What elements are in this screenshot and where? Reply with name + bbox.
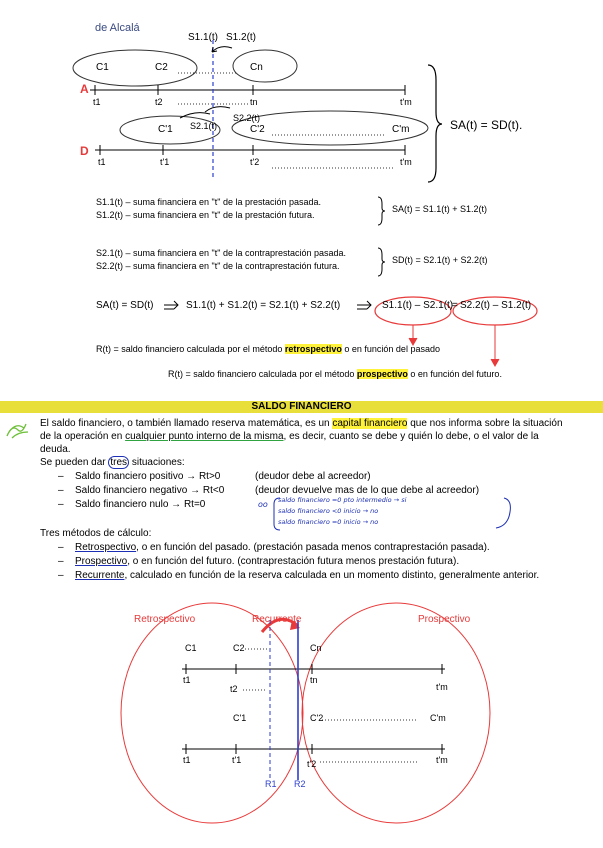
f2-cmp: C'm [430,713,446,723]
f2-t1: t1 [183,675,191,685]
figure-bottom-diagram [0,590,603,848]
def-s21: S2.1(t) – suma financiera en "t" de la contraprestación pasada. [96,248,347,258]
header-fragment: de Alcalá [95,22,140,34]
label-s22: S2.2(t) [233,113,261,123]
def-sd: SD(t) = S2.1(t) + S2.2(t) [392,255,488,265]
para-line-3: deuda. [40,444,71,455]
label-c1p: C'1 [158,124,173,135]
label-s21: S2.1(t) [190,121,218,131]
row-d-label: D [80,144,89,158]
situation-2: Saldo financiero negativo → Rt<0 [75,485,225,496]
label-tmp: t'm [400,97,412,107]
dash-bullet: – [58,542,64,553]
retro-line: R(t) = saldo financiero calculada por el método retrospectivo o en función del pasado [96,344,440,354]
handwriting-line-2: saldo financiero <0 inicio → no [278,507,379,515]
dash-bullet: – [58,471,64,482]
label-retrospectivo: Retrospectivo [134,614,196,625]
label-c2: C2 [155,62,168,73]
f2-tn: tn [310,675,318,685]
f2-t2p: t'2 [307,759,317,769]
chain-a: SA(t) = SD(t) [96,300,154,311]
f2-tmp: t'm [436,682,448,692]
f2-r2: R2 [294,779,306,789]
chain-b: S1.1(t) + S1.2(t) = S2.1(t) + S2.2(t) [186,300,341,311]
method-recurrente: Recurrente, calculado en función de la reserva calculada en un momento distinto, generalmente anterior. [75,570,540,581]
chain-eq: = [452,300,458,311]
def-s22: S2.2(t) – suma financiera en "t" de la contraprestación futura. [96,261,340,271]
prosp-line: R(t) = saldo financiero calculada por el método prospectivo o en función del futuro. [168,369,502,379]
f2-c1: C1 [185,643,197,653]
def-sa: SA(t) = S1.1(t) + S1.2(t) [392,204,488,214]
dash-bullet: – [58,556,64,567]
f2-r1: R1 [265,779,277,789]
label-s11: S1.1(t) [188,32,219,43]
situation-1-note: (deudor debe al acreedor) [255,471,371,482]
dash-bullet: – [58,485,64,496]
def-s12: S1.2(t) – suma financiera en "t" de la prestación futura. [96,210,315,220]
row-a-label: A [80,82,89,96]
para-line-2: de la operación en cualquier punto interno de la misma, es decir, cuanto se debe y quién lo debe, o el valor de la [40,431,539,442]
handwriting-oo: oo [258,500,268,509]
f2-cn: Cn [310,643,322,653]
f2-t1-d: t1 [183,755,191,765]
label-prospectivo: Prospectivo [418,614,471,625]
section-title: SALDO FINANCIERO [0,401,603,413]
label-recurrente: Recurrente [252,614,302,625]
f2-t1p: t'1 [232,755,242,765]
f2-c2p: C'2 [310,713,324,723]
label-t1p: t'1 [160,157,170,167]
f2-t2: t2 [230,684,238,694]
equality-label: SA(t) = SD(t). [450,118,523,132]
dash-bullet: – [58,570,64,581]
f2-tmp2: t'm [436,755,448,765]
def-s11: S1.1(t) – suma financiera en "t" de la prestación pasada. [96,197,322,207]
label-t2p: t'2 [250,157,260,167]
label-t1-d: t1 [98,157,106,167]
label-tn: tn [250,97,258,107]
handwriting-line-1: saldo financiero =0 pto intermedio → si [278,496,407,504]
method-prospectivo: Prospectivo, o en función del futuro. (contraprestación futura menos prestación futura). [75,556,460,567]
f2-c1p: C'1 [233,713,247,723]
label-cn: Cn [250,62,263,73]
label-tmp-d: t'm [400,157,412,167]
para-line-4: Se pueden dar tres situaciones: [40,457,185,468]
situation-1: Saldo financiero positivo → Rt>0 [75,471,221,482]
para-line-1: El saldo financiero, o también llamado reserva matemática, es un capital financiero que nos informa sobre la situación [40,418,563,429]
label-cmp: C'm [392,124,410,135]
methods-title: Tres métodos de cálculo: [40,528,152,539]
chain-c: S1.1(t) – S2.1(t) [382,300,454,311]
label-t1: t1 [93,97,101,107]
handwriting-line-3: saldo financiero =0 inicio → no [278,518,379,526]
label-c2p: C'2 [250,124,265,135]
situation-2-note: (deudor devuelve mas de lo que debe al acreedor) [255,485,480,496]
pen-scribble-icon [4,418,34,442]
label-s12: S1.2(t) [226,32,257,43]
situation-3: Saldo financiero nulo → Rt=0 [75,499,206,510]
dash-bullet: – [58,499,64,510]
label-t2: t2 [155,97,163,107]
label-c1: C1 [96,62,109,73]
chain-d: S2.2(t) – S1.2(t) [460,300,532,311]
method-retrospectivo: Retrospectivo, o en función del pasado. (prestación pasada menos contraprestación pasada). [75,542,490,553]
f2-c2: C2 [233,643,245,653]
